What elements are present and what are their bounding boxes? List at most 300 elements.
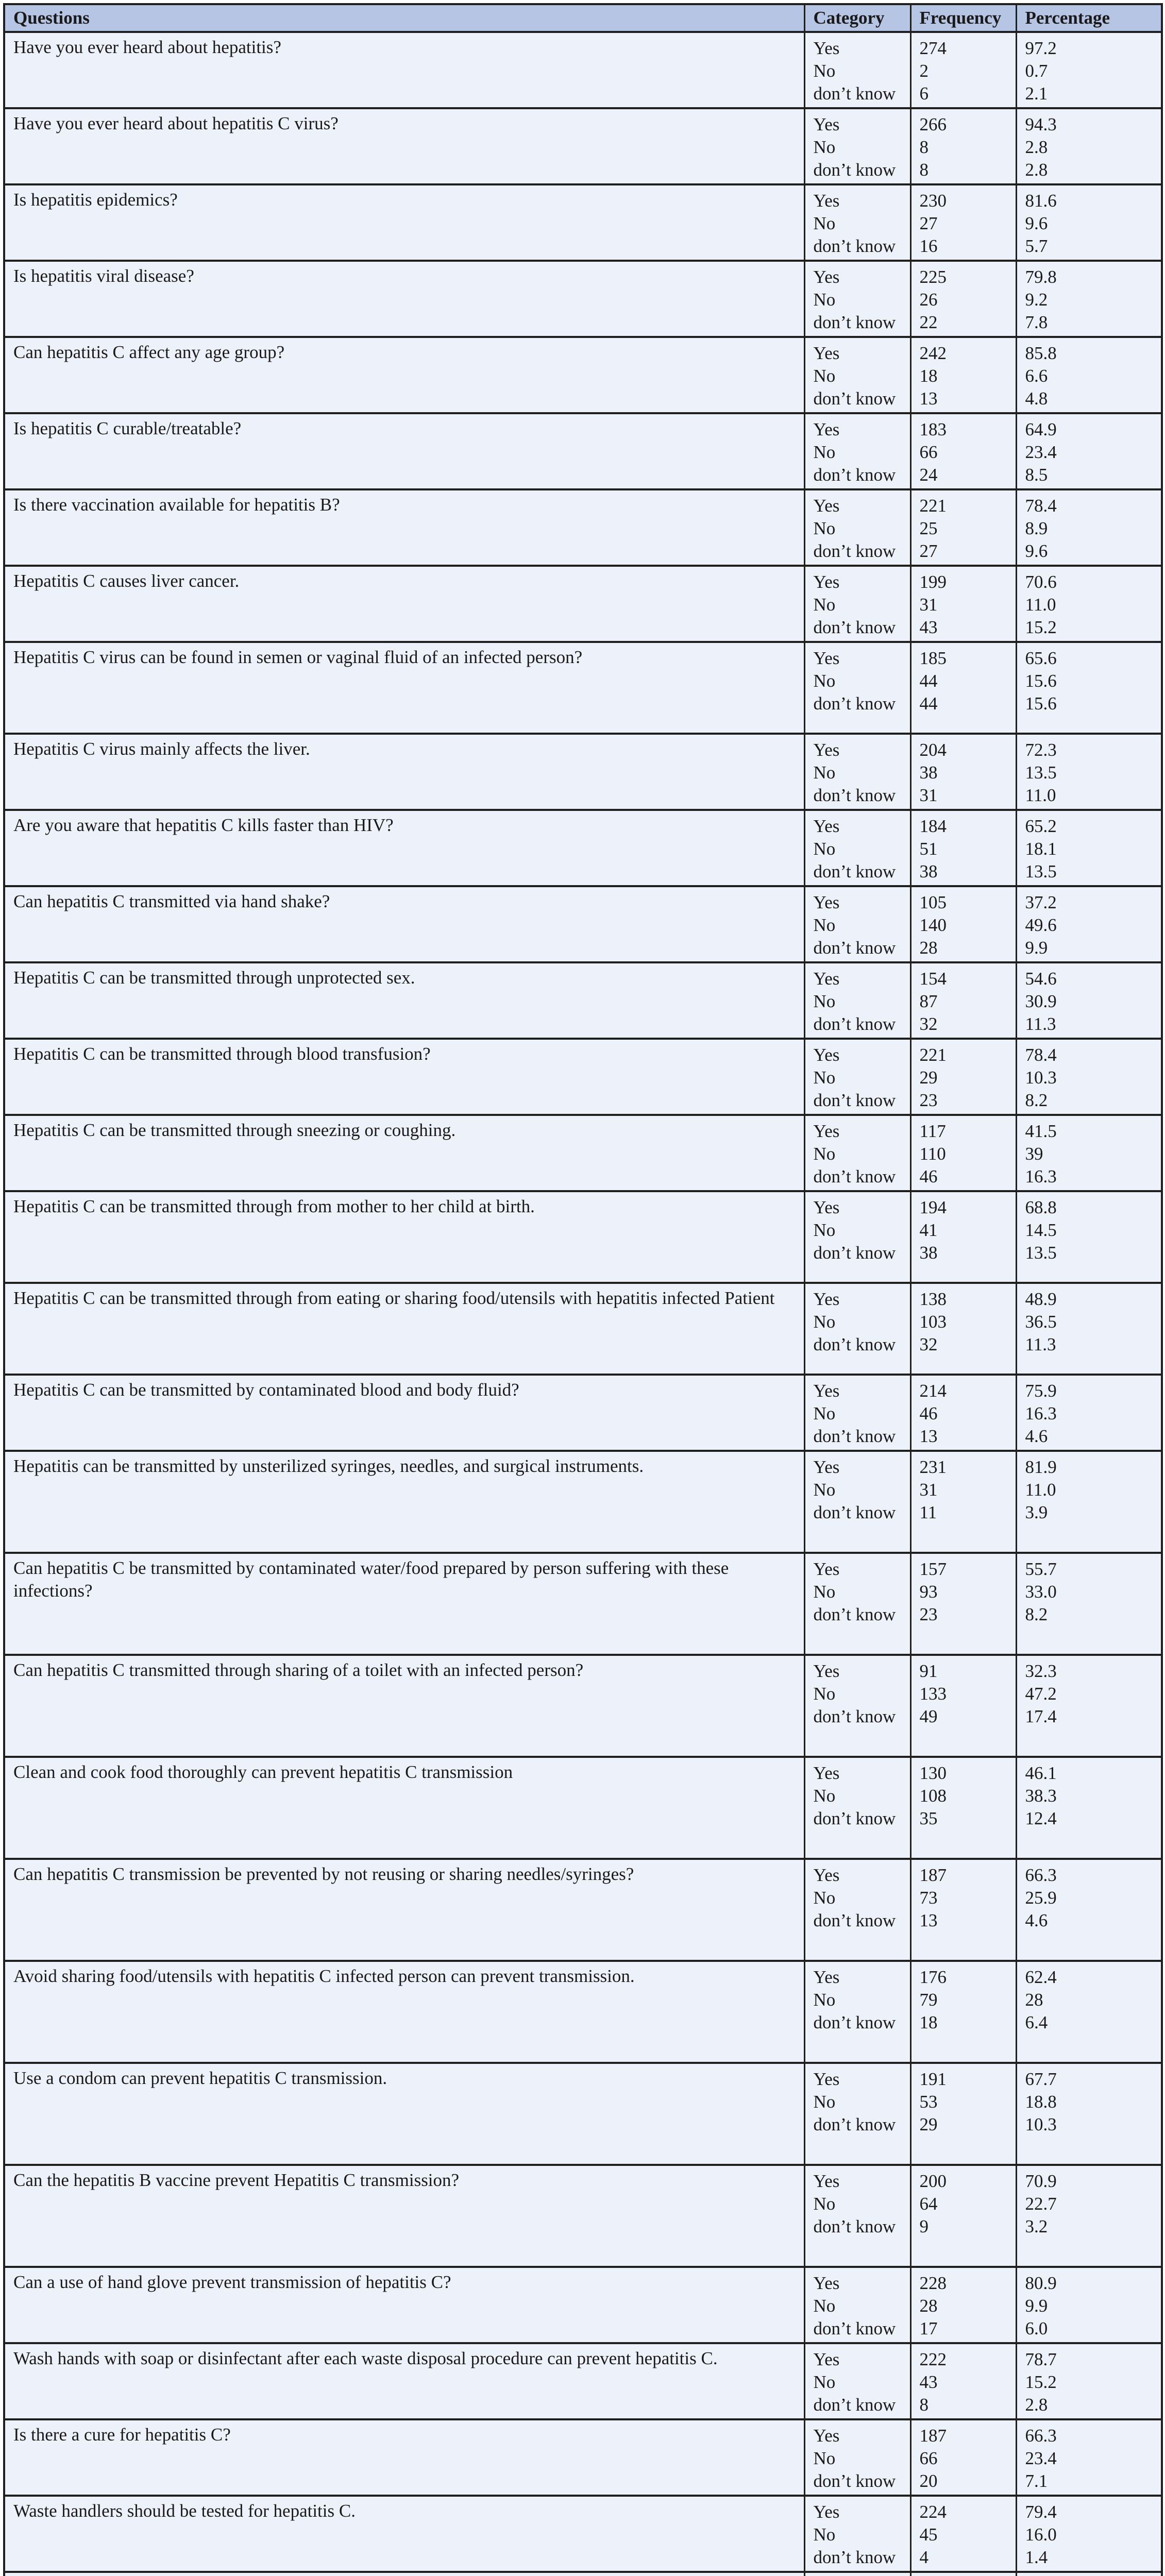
category-value: No: [813, 1582, 836, 1602]
percentage-value: 33.0: [1025, 1582, 1057, 1602]
category-value: don’t know: [813, 160, 896, 180]
percentage-value: 79.4: [1025, 2502, 1057, 2522]
frequency-value: 224: [919, 2502, 947, 2522]
category-cell: [804, 261, 910, 337]
frequency-cell: [910, 2267, 1016, 2343]
question-text: Hepatitis C can be transmitted through unprotected sex.: [13, 968, 415, 988]
frequency-cell: [910, 566, 1016, 642]
table-row: [4, 2267, 1162, 2343]
category-value: don’t know: [813, 1014, 896, 1034]
table-row: [4, 1553, 1162, 1655]
table-row: [4, 1191, 1162, 1283]
frequency-value: 105: [919, 892, 947, 912]
frequency-value: 24: [919, 465, 938, 485]
percentage-cell: [1016, 2496, 1162, 2572]
percentage-value: 18.1: [1025, 839, 1057, 859]
frequency-value: 13: [919, 1910, 938, 1930]
question-cell: [4, 2496, 804, 2572]
question-text: Can the hepatitis B vaccine prevent Hepatitis C transmission?: [13, 2170, 460, 2190]
category-value: Yes: [813, 2273, 840, 2293]
category-cell: [804, 642, 910, 734]
table-row: [4, 261, 1162, 337]
percentage-value: 94.3: [1025, 114, 1057, 134]
percentage-value: 28: [1025, 1990, 1043, 2010]
frequency-value: 17: [919, 2318, 938, 2338]
question-cell: [4, 32, 804, 108]
category-value: Yes: [813, 648, 840, 668]
percentage-cell: [1016, 108, 1162, 184]
category-cell: [804, 1859, 910, 1961]
frequency-value: 130: [919, 1763, 947, 1783]
frequency-value: 32: [919, 1014, 938, 1034]
category-value: No: [813, 2092, 836, 2112]
frequency-value: 138: [919, 1289, 947, 1309]
table-row: [4, 413, 1162, 489]
percentage-value: 16.3: [1025, 1403, 1057, 1423]
frequency-value: 274: [919, 38, 947, 58]
percentage-value: 36.5: [1025, 1312, 1057, 1332]
percentage-value: 2.8: [1025, 2395, 1048, 2415]
percentage-value: 7.1: [1025, 2471, 1048, 2491]
category-value: No: [813, 671, 836, 691]
question-cell: [4, 1553, 804, 1655]
category-value: Yes: [813, 2171, 840, 2191]
frequency-value: 13: [919, 1426, 938, 1446]
percentage-cell: [1016, 886, 1162, 962]
percentage-value: 11.0: [1025, 1480, 1056, 1500]
percentage-value: 2.8: [1025, 160, 1048, 180]
category-value: Yes: [813, 1381, 840, 1401]
table-row: [4, 1961, 1162, 2063]
percentage-value: 22.7: [1025, 2194, 1057, 2214]
frequency-value: 228: [919, 2273, 947, 2293]
category-value: Yes: [813, 1865, 840, 1885]
question-text: Hepatitis can be transmitted by unsterilized syringes, needles, and surgical instruments.: [13, 1456, 644, 1476]
percentage-cell: [1016, 413, 1162, 489]
category-cell: [804, 1655, 910, 1757]
frequency-value: 110: [919, 1144, 946, 1164]
table-row: [4, 1283, 1162, 1375]
percentage-cell: [1016, 1961, 1162, 2063]
frequency-value: 44: [919, 671, 938, 691]
category-value: Yes: [813, 114, 840, 134]
percentage-cell: [1016, 1115, 1162, 1191]
category-cell: [804, 1283, 910, 1375]
percentage-value: 6.6: [1025, 366, 1048, 386]
percentage-value: 37.2: [1025, 892, 1057, 912]
question-text: Can a use of hand glove prevent transmission of hepatitis C?: [13, 2272, 451, 2292]
frequency-value: 73: [919, 1888, 938, 1908]
percentage-value: 11.0: [1025, 595, 1056, 615]
percentage-value: 15.6: [1025, 693, 1057, 714]
category-cell: [804, 734, 910, 810]
category-value: Yes: [813, 1967, 840, 1987]
percentage-value: 78.4: [1025, 1045, 1057, 1065]
category-value: don’t know: [813, 312, 896, 332]
table-row: [4, 489, 1162, 566]
category-value: Yes: [813, 1289, 840, 1309]
frequency-value: 176: [919, 1967, 947, 1987]
frequency-value: 266: [919, 114, 947, 134]
category-cell: [804, 2343, 910, 2419]
percentage-value: 8.9: [1025, 518, 1048, 538]
percentage-value: 8.2: [1025, 1604, 1048, 1624]
percentage-value: 9.6: [1025, 541, 1048, 561]
percentage-cell: [1016, 962, 1162, 1039]
category-value: Yes: [813, 496, 840, 516]
frequency-value: 38: [919, 861, 938, 882]
percentage-value: 64.9: [1025, 419, 1057, 439]
frequency-value: 22: [919, 312, 938, 332]
table-row: [4, 1859, 1162, 1961]
category-cell: [804, 2419, 910, 2496]
category-value: No: [813, 1684, 836, 1704]
frequency-value: 46: [919, 1403, 938, 1423]
percentage-value: 23.4: [1025, 2448, 1057, 2468]
question-text: Is hepatitis viral disease?: [13, 266, 194, 286]
question-cell: [4, 566, 804, 642]
category-cell: [804, 2165, 910, 2267]
frequency-cell: [910, 1191, 1016, 1283]
category-value: Yes: [813, 740, 840, 760]
category-value: Yes: [813, 969, 840, 989]
percentage-value: 8.5: [1025, 465, 1048, 485]
frequency-value: 20: [919, 2471, 938, 2491]
category-value: Yes: [813, 419, 840, 439]
frequency-cell: [910, 2165, 1016, 2267]
frequency-cell: [910, 2496, 1016, 2572]
category-value: don’t know: [813, 1166, 896, 1187]
frequency-cell: [910, 1115, 1016, 1191]
percentage-value: 68.8: [1025, 1197, 1057, 1217]
question-cell: [4, 1859, 804, 1961]
percentage-cell: [1016, 184, 1162, 261]
header-frequency: Frequency: [910, 4, 1016, 32]
question-cell: [4, 1039, 804, 1115]
percentage-value: 78.7: [1025, 2349, 1057, 2369]
percentage-cell: [1016, 2572, 1162, 2576]
percentage-value: 12.4: [1025, 1808, 1057, 1828]
percentage-value: 78.4: [1025, 496, 1057, 516]
table-row: [4, 184, 1162, 261]
category-value: No: [813, 2448, 836, 2468]
category-value: Yes: [813, 1197, 840, 1217]
category-cell: [804, 1451, 910, 1553]
category-value: don’t know: [813, 1243, 896, 1263]
percentage-value: 67.7: [1025, 2069, 1057, 2089]
frequency-value: 9: [919, 2216, 928, 2236]
frequency-value: 214: [919, 1381, 947, 1401]
percentage-value: 62.4: [1025, 1967, 1057, 1987]
question-cell: [4, 261, 804, 337]
category-value: No: [813, 1888, 836, 1908]
question-text: Are you aware that hepatitis C kills faster than HIV?: [13, 815, 394, 835]
frequency-value: 108: [919, 1786, 947, 1806]
table-row: [4, 1757, 1162, 1859]
question-text: Can hepatitis C affect any age group?: [13, 342, 285, 362]
frequency-cell: [910, 489, 1016, 566]
category-value: Yes: [813, 1661, 840, 1681]
frequency-cell: [910, 261, 1016, 337]
percentage-value: 79.8: [1025, 267, 1057, 287]
frequency-value: 45: [919, 2524, 938, 2545]
category-cell: [804, 337, 910, 413]
category-cell: [804, 1553, 910, 1655]
category-value: No: [813, 290, 836, 310]
percentage-cell: [1016, 566, 1162, 642]
table-row: [4, 2419, 1162, 2496]
question-cell: [4, 1191, 804, 1283]
frequency-value: 154: [919, 969, 947, 989]
frequency-value: 41: [919, 1220, 938, 1240]
percentage-value: 6.4: [1025, 2012, 1048, 2032]
frequency-value: 8: [919, 2395, 928, 2415]
percentage-value: 25.9: [1025, 1888, 1057, 1908]
percentage-value: 9.6: [1025, 213, 1048, 233]
frequency-cell: [910, 32, 1016, 108]
question-text: Hepatitis C virus can be found in semen or vaginal fluid of an infected person?: [13, 647, 583, 667]
percentage-value: 4.6: [1025, 1426, 1048, 1446]
category-value: don’t know: [813, 1706, 896, 1726]
table-row: [4, 2496, 1162, 2572]
percentage-cell: [1016, 1375, 1162, 1451]
category-value: don’t know: [813, 465, 896, 485]
frequency-value: 194: [919, 1197, 947, 1217]
percentage-value: 75.9: [1025, 1381, 1057, 1401]
percentage-cell: [1016, 1283, 1162, 1375]
frequency-value: 49: [919, 1706, 938, 1726]
category-value: No: [813, 915, 836, 935]
percentage-value: 13.5: [1025, 762, 1057, 783]
question-text: Hepatitis C can be transmitted through from mother to her child at birth.: [13, 1196, 535, 1216]
frequency-cell: [910, 2063, 1016, 2165]
percentage-value: 14.5: [1025, 1220, 1057, 1240]
percentage-cell: [1016, 1191, 1162, 1283]
question-cell: [4, 642, 804, 734]
category-value: don’t know: [813, 785, 896, 805]
category-value: No: [813, 518, 836, 538]
percentage-cell: [1016, 261, 1162, 337]
category-value: No: [813, 1786, 836, 1806]
percentage-value: 15.2: [1025, 617, 1057, 637]
frequency-value: 28: [919, 938, 938, 958]
question-text: Hepatitis C can be transmitted through blood transfusion?: [13, 1044, 431, 1064]
category-cell: [804, 1039, 910, 1115]
percentage-value: 2.8: [1025, 137, 1048, 157]
percentage-value: 6.0: [1025, 2318, 1048, 2338]
percentage-value: 46.1: [1025, 1763, 1057, 1783]
category-value: Yes: [813, 343, 840, 363]
percentage-value: 9.2: [1025, 290, 1048, 310]
question-cell: [4, 810, 804, 886]
question-text: Hepatitis C can be transmitted through sneezing or coughing.: [13, 1120, 456, 1140]
question-text: Waste handlers should be tested for hepatitis C.: [13, 2501, 356, 2521]
category-value: No: [813, 1403, 836, 1423]
question-cell: [4, 962, 804, 1039]
table-header-row: [4, 4, 1162, 32]
percentage-value: 54.6: [1025, 969, 1057, 989]
percentage-value: 66.3: [1025, 2426, 1057, 2446]
frequency-value: 29: [919, 2114, 938, 2134]
frequency-value: 35: [919, 1808, 938, 1828]
category-value: No: [813, 2296, 836, 2316]
percentage-cell: [1016, 2343, 1162, 2419]
frequency-value: 38: [919, 762, 938, 783]
category-value: don’t know: [813, 861, 896, 882]
frequency-cell: [910, 734, 1016, 810]
category-value: Yes: [813, 892, 840, 912]
category-value: Yes: [813, 1457, 840, 1477]
frequency-value: 191: [919, 2069, 947, 2089]
frequency-value: 13: [919, 388, 938, 409]
frequency-value: 32: [919, 1334, 938, 1354]
percentage-value: 8.2: [1025, 1090, 1048, 1110]
percentage-value: 3.9: [1025, 1502, 1048, 1522]
table-row: [4, 962, 1162, 1039]
question-cell: [4, 489, 804, 566]
frequency-value: 27: [919, 213, 938, 233]
frequency-value: 66: [919, 2448, 938, 2468]
frequency-cell: [910, 1757, 1016, 1859]
frequency-cell: [910, 642, 1016, 734]
percentage-value: 13.5: [1025, 861, 1057, 882]
category-cell: [804, 2496, 910, 2572]
question-cell: [4, 886, 804, 962]
category-value: No: [813, 442, 836, 462]
category-value: No: [813, 1144, 836, 1164]
table-row: [4, 1451, 1162, 1553]
question-cell: [4, 413, 804, 489]
category-value: don’t know: [813, 2395, 896, 2415]
frequency-value: 79: [919, 1990, 938, 2010]
percentage-cell: [1016, 810, 1162, 886]
frequency-value: 6: [919, 83, 928, 104]
percentage-value: 80.9: [1025, 2273, 1057, 2293]
percentage-value: 32.3: [1025, 1661, 1057, 1681]
question-text: Wash hands with soap or disinfectant after each waste disposal procedure can prevent hepatitis C.: [13, 2348, 718, 2368]
frequency-cell: [910, 886, 1016, 962]
category-value: don’t know: [813, 236, 896, 256]
header-percentage: Percentage: [1016, 4, 1162, 32]
frequency-value: 117: [919, 1121, 946, 1141]
question-cell: [4, 1451, 804, 1553]
frequency-cell: [910, 1451, 1016, 1553]
percentage-value: 97.2: [1025, 38, 1057, 58]
percentage-value: 5.7: [1025, 236, 1048, 256]
category-value: don’t know: [813, 1090, 896, 1110]
percentage-cell: [1016, 1655, 1162, 1757]
question-text: Can hepatitis C transmission be prevented by not reusing or sharing needles/syringes?: [13, 1864, 634, 1884]
category-value: don’t know: [813, 83, 896, 104]
category-cell: [804, 1375, 910, 1451]
frequency-value: 31: [919, 785, 938, 805]
category-value: Yes: [813, 1121, 840, 1141]
frequency-value: 185: [919, 648, 947, 668]
category-cell: [804, 810, 910, 886]
question-cell: [4, 184, 804, 261]
category-cell: [804, 108, 910, 184]
percentage-cell: [1016, 2165, 1162, 2267]
table-row: [4, 2063, 1162, 2165]
frequency-value: 140: [919, 915, 947, 935]
table-row: [4, 2165, 1162, 2267]
percentage-cell: [1016, 1451, 1162, 1553]
percentage-value: 4.8: [1025, 388, 1048, 409]
frequency-value: 225: [919, 267, 947, 287]
frequency-cell: [910, 2572, 1016, 2576]
frequency-cell: [910, 1039, 1016, 1115]
percentage-value: 81.9: [1025, 1457, 1057, 1477]
category-cell: [804, 886, 910, 962]
table-row: [4, 1115, 1162, 1191]
frequency-value: 23: [919, 1604, 938, 1624]
question-text: Use a condom can prevent hepatitis C transmission.: [13, 2068, 387, 2088]
frequency-value: 230: [919, 191, 947, 211]
frequency-cell: [910, 413, 1016, 489]
category-cell: [804, 2063, 910, 2165]
question-cell: [4, 1375, 804, 1451]
category-cell: [804, 489, 910, 566]
percentage-value: 18.8: [1025, 2092, 1057, 2112]
question-cell: [4, 1757, 804, 1859]
frequency-value: 200: [919, 2171, 947, 2191]
frequency-value: 4: [919, 2547, 928, 2567]
category-value: No: [813, 1480, 836, 1500]
category-value: don’t know: [813, 693, 896, 714]
question-cell: [4, 2419, 804, 2496]
table-row: [4, 1039, 1162, 1115]
frequency-cell: [910, 337, 1016, 413]
frequency-value: 91: [919, 1661, 938, 1681]
percentage-value: 11.3: [1025, 1014, 1056, 1034]
question-cell: [4, 2267, 804, 2343]
question-text: Hepatitis C causes liver cancer.: [13, 571, 240, 591]
category-value: No: [813, 839, 836, 859]
frequency-value: 31: [919, 595, 938, 615]
percentage-value: 66.3: [1025, 1865, 1057, 1885]
category-cell: [804, 2572, 910, 2576]
category-cell: [804, 2267, 910, 2343]
percentage-value: 47.2: [1025, 1684, 1057, 1704]
frequency-value: 199: [919, 572, 947, 592]
percentage-cell: [1016, 1039, 1162, 1115]
percentage-value: 11.0: [1025, 785, 1056, 805]
frequency-value: 51: [919, 839, 938, 859]
category-cell: [804, 32, 910, 108]
percentage-cell: [1016, 2267, 1162, 2343]
category-value: No: [813, 1067, 836, 1088]
question-text: Have you ever heard about hepatitis C virus?: [13, 113, 339, 133]
percentage-value: 16.0: [1025, 2524, 1057, 2545]
question-text: Can hepatitis C transmitted through sharing of a toilet with an infected person?: [13, 1660, 584, 1680]
percentage-value: 65.2: [1025, 816, 1057, 836]
percentage-cell: [1016, 489, 1162, 566]
frequency-value: 184: [919, 816, 947, 836]
percentage-cell: [1016, 734, 1162, 810]
percentage-cell: [1016, 2419, 1162, 2496]
table-row: [4, 2572, 1162, 2576]
frequency-value: 8: [919, 160, 928, 180]
category-value: don’t know: [813, 2012, 896, 2032]
frequency-value: 231: [919, 1457, 947, 1477]
category-value: don’t know: [813, 1502, 896, 1522]
category-value: Yes: [813, 2069, 840, 2089]
question-text: Can hepatitis C be transmitted by contaminated water/food prepared by person suffering with these infections?: [13, 1558, 729, 1601]
frequency-value: 11: [919, 1502, 937, 1522]
category-value: No: [813, 1990, 836, 2010]
percentage-value: 39: [1025, 1144, 1043, 1164]
frequency-cell: [910, 810, 1016, 886]
